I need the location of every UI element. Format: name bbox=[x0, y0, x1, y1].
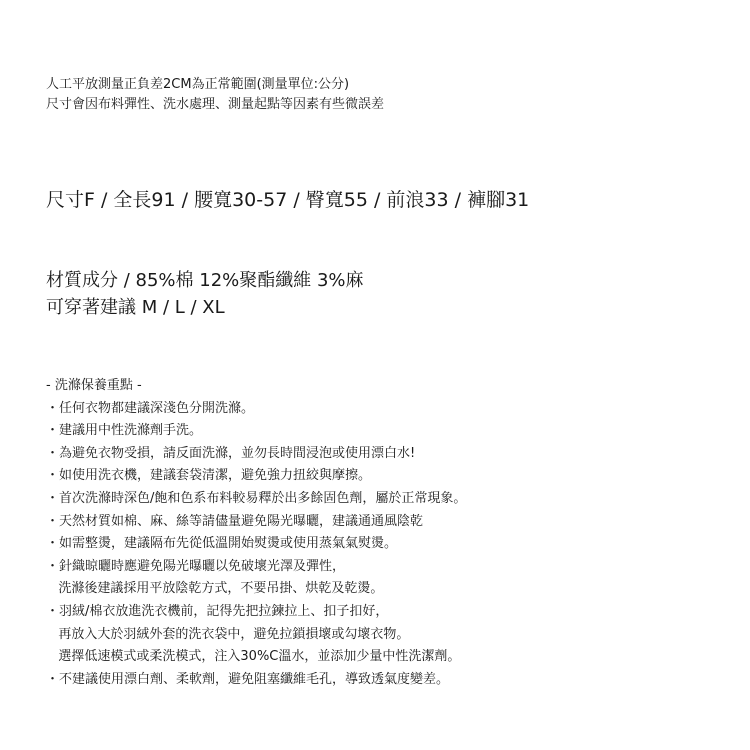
care-title: - 洗滌保養重點 - bbox=[46, 378, 142, 393]
care-line: 洗滌後建議採用平放陰乾方式，不要吊掛、烘乾及乾燙。 bbox=[46, 581, 384, 597]
care-line: ・為避免衣物受損，請反面洗滌，並勿長時間浸泡或使用漂白水! bbox=[46, 445, 416, 461]
care-line: ・針織晾曬時應避免陽光曝曬以免破壞光澤及彈性， bbox=[46, 558, 346, 574]
recommended-sizes: 可穿著建議 M / L / XL bbox=[46, 297, 225, 318]
measurement-note bbox=[46, 75, 384, 115]
material-composition: 材質成分 / 85%棉 12%聚酯纖維 3%麻 bbox=[46, 270, 364, 291]
care-line: 再放入大於羽絨外套的洗衣袋中，避免拉鎖損壞或勾壞衣物。 bbox=[46, 626, 410, 642]
material-info bbox=[46, 267, 364, 321]
care-instructions bbox=[46, 375, 466, 691]
care-line: ・不建議使用漂白劑、柔軟劑，避免阻塞纖維毛孔，導致透氣度變差。 bbox=[46, 671, 450, 687]
care-line: ・羽絨/棉衣放進洗衣機前，記得先把拉鍊拉上、扣子扣好， bbox=[46, 603, 389, 619]
measurement-note-line: 人工平放測量正負差2CM為正常範圍(測量單位:公分) bbox=[46, 77, 350, 92]
care-line: ・天然材質如棉、麻、絲等請儘量避免陽光曝曬，建議通通風陰乾 bbox=[46, 513, 424, 529]
care-line: ・建議用中性洗滌劑手洗。 bbox=[46, 423, 203, 439]
care-line: ・首次洗滌時深色/飽和色系布料較易釋於出多餘固色劑，屬於正常現象。 bbox=[46, 490, 467, 506]
care-line: ・如需整燙，建議隔布先從低溫開始熨燙或使用蒸氣氣熨燙。 bbox=[46, 536, 398, 552]
size-info: 尺寸F / 全長91 / 腰寬30-57 / 臀寬55 / 前浪33 / 褲腳31 bbox=[46, 189, 530, 211]
care-line: 選擇低速模式或柔洗模式，注入30%C溫水，並添加少量中性洗潔劑。 bbox=[46, 649, 461, 665]
care-line: ・任何衣物都建議深淺色分開洗滌。 bbox=[46, 400, 255, 416]
care-line: ・如使用洗衣機，建議套袋清潔，避免強力扭絞與摩擦。 bbox=[46, 468, 372, 484]
measurement-note-line: 尺寸會因布料彈性、洗水處理、測量起點等因素有些微誤差 bbox=[46, 97, 385, 112]
